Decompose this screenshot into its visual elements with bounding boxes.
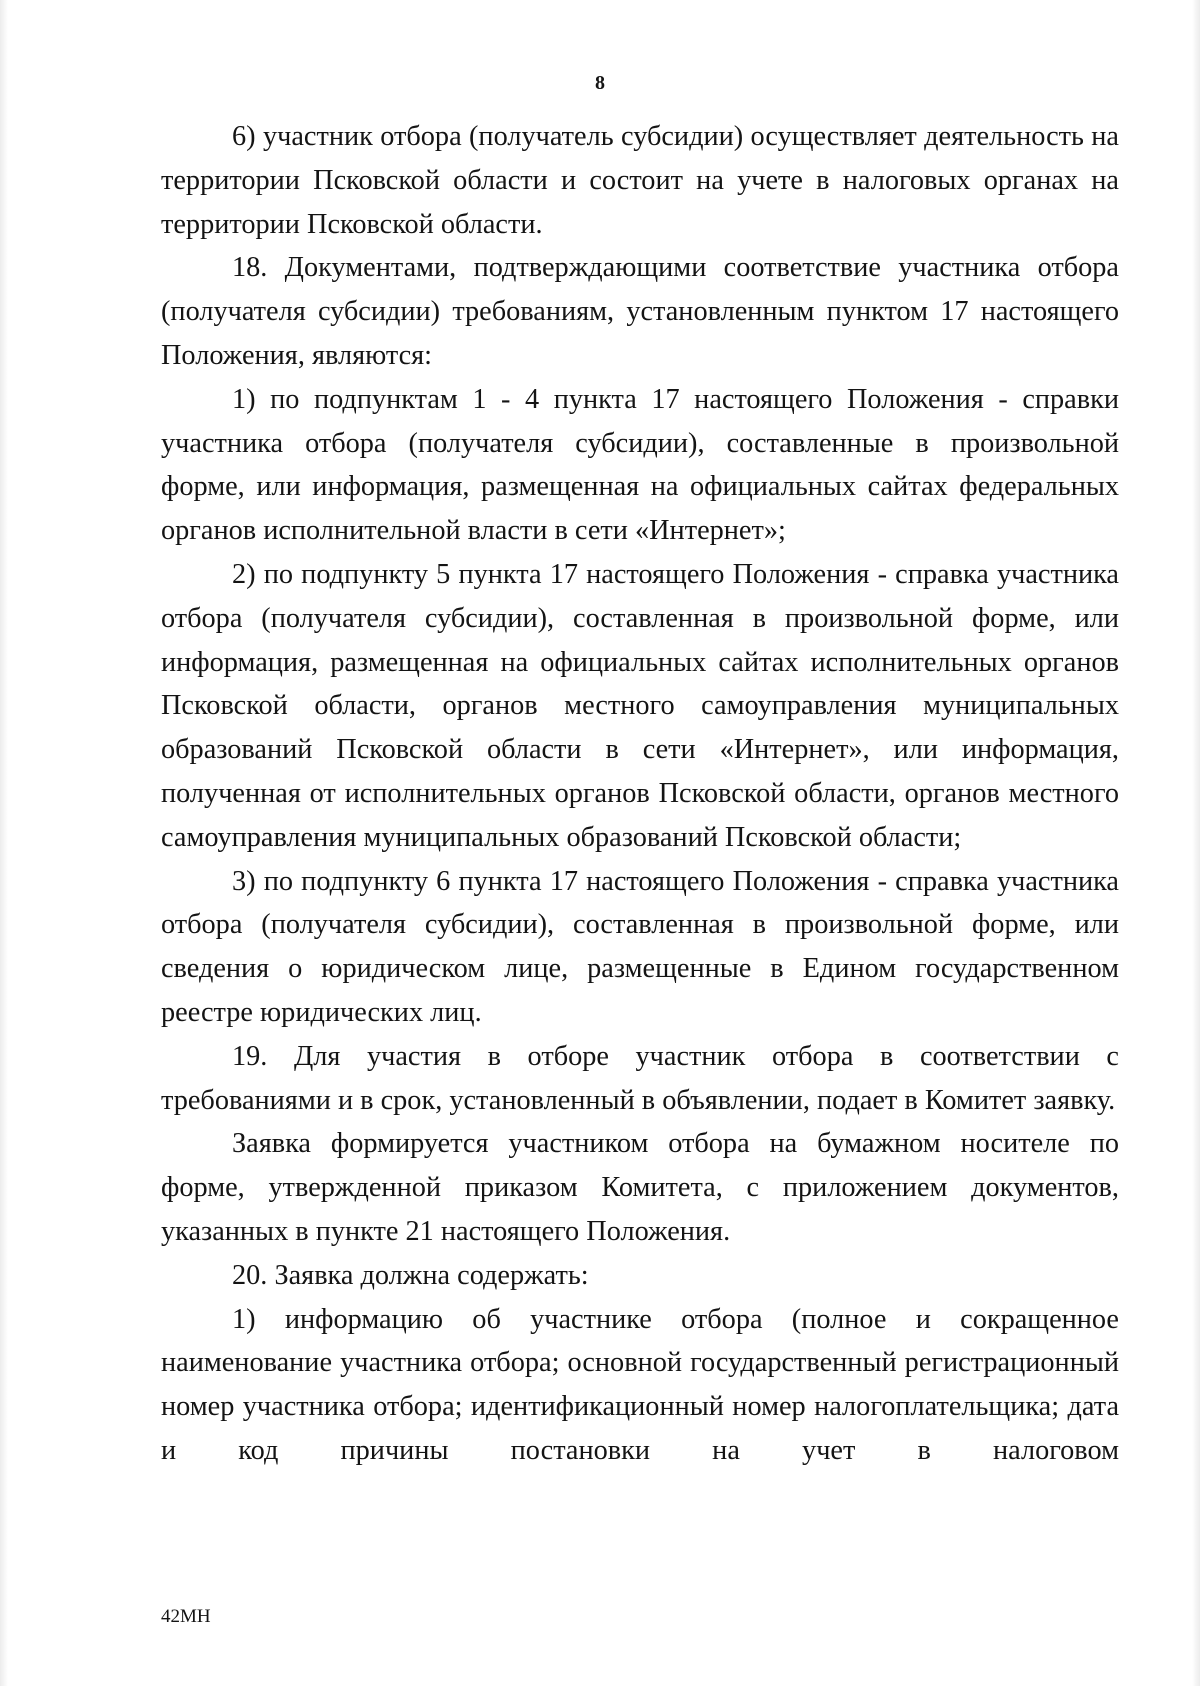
paragraph-clause-19: 19. Для участия в отборе участник отбора в соответствии с требованиями и в срок, установленный в объявлении, подает в Комитет заявку. xyxy=(161,1040,1119,1116)
footer-document-code: 42МН xyxy=(161,1606,211,1627)
paragraph-item-6: 6) участник отбора (получатель субсидии) осуществляет деятельность на территории Псковской области и состоит на учете в налоговых органах на территории Псковской области. xyxy=(161,121,1119,240)
scan-edge-left xyxy=(0,0,8,1686)
paragraph-subitem-18-3: 3) по подпункту 6 пункта 17 настоящего Положения - справка участника отбора (получателя субсидии), составленная в произвольной форме, или сведения о юридическом лице, размещенные в Едином государственном реестре юридических лиц. xyxy=(161,865,1119,1028)
paragraph-subitem-18-1: 1) по подпунктам 1 - 4 пункта 17 настоящего Положения - справки участника отбора (получателя субсидии), составленные в произвольной форме, или информация, размещенная на официальных сайтах федеральных органов исполнительной власти в сети «Интернет»; xyxy=(161,383,1119,547)
paragraph-subitem-18-2: 2) по подпункту 5 пункта 17 настоящего Положения - справка участника отбора (получателя субсидии), составленная в произвольной форме, или информация, размещенная на официальных сайтах исполнительных органов Псковской области, органов местного самоуправления муниципальных образований Псковской области в сети «Интернет», или информация, полученная от исполнительных органов Псковской области, органов местного самоуправления муниципальных образований Псковской области; xyxy=(161,558,1119,853)
scan-edge-right xyxy=(1192,0,1200,1686)
paragraph-subitem-20-1: 1) информацию об участнике отбора (полное и сокращенное наименование участника отбора; основной государственный регистрационный номер участника отбора; идентификационный номер налогоплательщика; дата и код причины постановки на учет в налоговом xyxy=(161,1303,1119,1466)
paragraph-clause-20: 20. Заявка должна содержать: xyxy=(232,1259,589,1291)
paragraph-clause-18: 18. Документами, подтверждающими соответствие участника отбора (получателя субсидии) требованиям, установленным пунктом 17 настоящего Положения, являются: xyxy=(161,252,1119,371)
page-number: 8 xyxy=(595,72,605,94)
document-body xyxy=(161,115,1119,1473)
paragraph-application-form: Заявка формируется участником отбора на бумажном носителе по форме, утвержденной приказом Комитета, с приложением документов, указанных в пункте 21 настоящего Положения. xyxy=(161,1128,1119,1247)
